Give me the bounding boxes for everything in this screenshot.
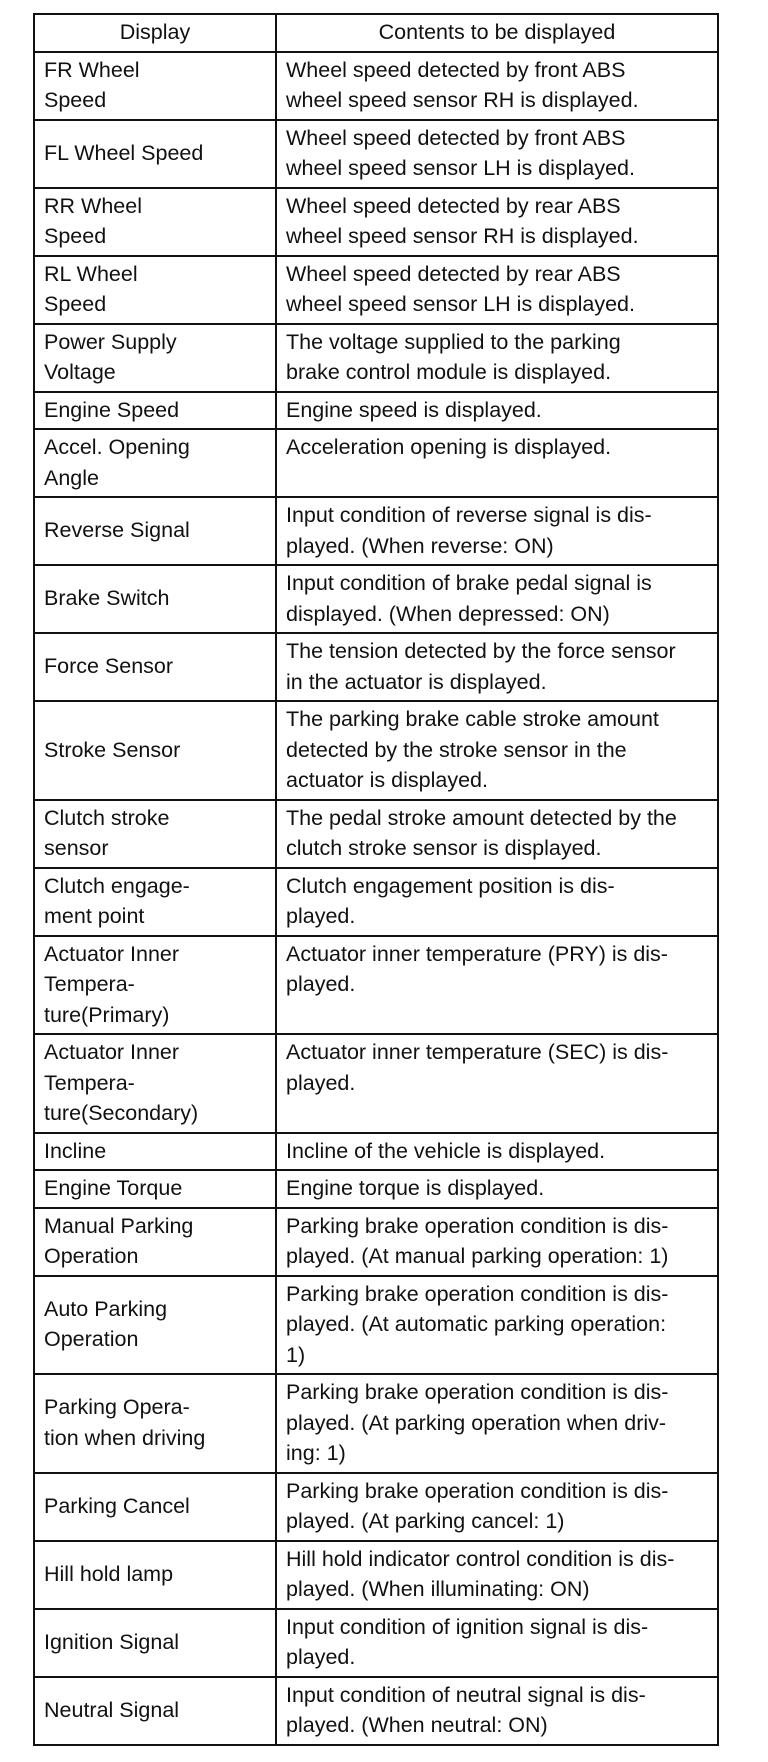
contents-cell: Engine torque is displayed.	[276, 1170, 718, 1208]
table-row	[34, 1473, 718, 1541]
display-cell: Parking Opera- tion when driving	[34, 1374, 276, 1473]
table-row	[34, 1374, 718, 1473]
display-cell: Hill hold lamp	[34, 1541, 276, 1609]
contents-cell: Wheel speed detected by rear ABS wheel speed sensor RH is displayed.	[276, 188, 718, 256]
contents-cell: The tension detected by the force sensor in the actuator is displayed.	[276, 633, 718, 701]
display-cell: Brake Switch	[34, 565, 276, 633]
contents-cell: Engine speed is displayed.	[276, 392, 718, 430]
data-monitor-table	[33, 13, 719, 1746]
table-row	[34, 188, 718, 256]
header-display: Display	[34, 14, 276, 52]
contents-cell: Acceleration opening is displayed.	[276, 429, 718, 497]
table-row	[34, 429, 718, 497]
table-row	[34, 800, 718, 868]
display-cell: Neutral Signal	[34, 1677, 276, 1745]
table-row	[34, 936, 718, 1035]
contents-cell: Wheel speed detected by front ABS wheel speed sensor LH is displayed.	[276, 120, 718, 188]
table-row	[34, 1208, 718, 1276]
display-cell: Parking Cancel	[34, 1473, 276, 1541]
contents-cell: Input condition of reverse signal is dis- played. (When reverse: ON)	[276, 497, 718, 565]
contents-cell: Input condition of ignition signal is dis- played.	[276, 1609, 718, 1677]
table-row	[34, 1677, 718, 1745]
table-row	[34, 1170, 718, 1208]
display-cell: RR Wheel Speed	[34, 188, 276, 256]
contents-cell: Actuator inner temperature (SEC) is dis- played.	[276, 1034, 718, 1133]
display-cell: Stroke Sensor	[34, 701, 276, 800]
display-cell: Force Sensor	[34, 633, 276, 701]
table-row	[34, 565, 718, 633]
display-cell: Clutch engage- ment point	[34, 868, 276, 936]
display-cell: Engine Torque	[34, 1170, 276, 1208]
contents-cell: Actuator inner temperature (PRY) is dis- played.	[276, 936, 718, 1035]
contents-cell: Input condition of brake pedal signal is displayed. (When depressed: ON)	[276, 565, 718, 633]
table-row	[34, 120, 718, 188]
contents-cell: Hill hold indicator control condition is dis- played. (When illuminating: ON)	[276, 1541, 718, 1609]
display-cell: Accel. Opening Angle	[34, 429, 276, 497]
contents-cell: Parking brake operation condition is dis- played. (At parking cancel: 1)	[276, 1473, 718, 1541]
display-cell: Actuator Inner Tempera- ture(Primary)	[34, 936, 276, 1035]
table-row	[34, 1133, 718, 1171]
table-row	[34, 256, 718, 324]
contents-cell: Wheel speed detected by rear ABS wheel speed sensor LH is displayed.	[276, 256, 718, 324]
display-cell: FL Wheel Speed	[34, 120, 276, 188]
contents-cell: The parking brake cable stroke amount detected by the stroke sensor in the actuator is displayed.	[276, 701, 718, 800]
contents-cell: The voltage supplied to the parking brake control module is displayed.	[276, 324, 718, 392]
table-row	[34, 1034, 718, 1133]
table-row	[34, 701, 718, 800]
table-row	[34, 392, 718, 430]
table-row	[34, 1276, 718, 1375]
table-row	[34, 324, 718, 392]
table-row	[34, 1541, 718, 1609]
display-cell: Clutch stroke sensor	[34, 800, 276, 868]
display-cell: FR Wheel Speed	[34, 52, 276, 120]
contents-cell: Parking brake operation condition is dis- played. (At parking operation when driv- ing: 1)	[276, 1374, 718, 1473]
contents-cell: Input condition of neutral signal is dis- played. (When neutral: ON)	[276, 1677, 718, 1745]
contents-cell: Wheel speed detected by front ABS wheel speed sensor RH is displayed.	[276, 52, 718, 120]
display-cell: RL Wheel Speed	[34, 256, 276, 324]
table-row	[34, 868, 718, 936]
contents-cell: Parking brake operation condition is dis- played. (At manual parking operation: 1)	[276, 1208, 718, 1276]
display-cell: Engine Speed	[34, 392, 276, 430]
contents-cell: Parking brake operation condition is dis- played. (At automatic parking operation: 1)	[276, 1276, 718, 1375]
display-cell: Actuator Inner Tempera- ture(Secondary)	[34, 1034, 276, 1133]
contents-cell: Incline of the vehicle is displayed.	[276, 1133, 718, 1171]
header-contents: Contents to be displayed	[276, 14, 718, 52]
display-cell: Auto Parking Operation	[34, 1276, 276, 1375]
table-row	[34, 1609, 718, 1677]
display-cell: Incline	[34, 1133, 276, 1171]
table-row	[34, 52, 718, 120]
display-cell: Power Supply Voltage	[34, 324, 276, 392]
display-cell: Reverse Signal	[34, 497, 276, 565]
header-row	[34, 14, 718, 52]
display-cell: Ignition Signal	[34, 1609, 276, 1677]
display-cell: Manual Parking Operation	[34, 1208, 276, 1276]
table-row	[34, 497, 718, 565]
contents-cell: The pedal stroke amount detected by the clutch stroke sensor is displayed.	[276, 800, 718, 868]
table-row	[34, 633, 718, 701]
contents-cell: Clutch engagement position is dis- played.	[276, 868, 718, 936]
